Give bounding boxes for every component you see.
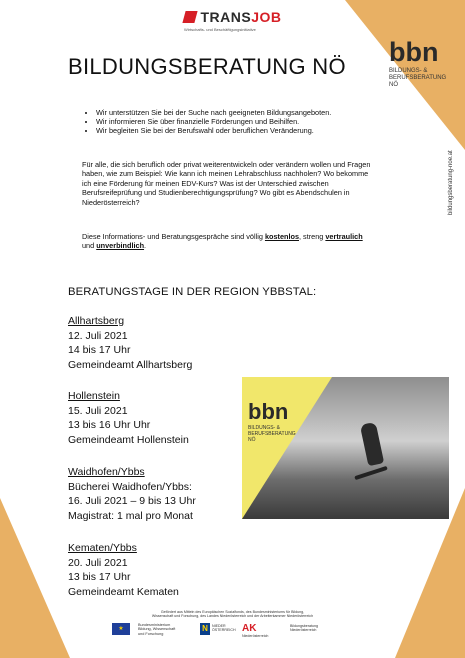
bbn-logo-caption: BILDUNGS- & BERUFSBERATUNG NÖ	[389, 68, 447, 88]
skater-figure	[360, 422, 384, 466]
photo-bbn-logo: bbn BILDUNGS- & BERUFSBERATUNG NÖ	[248, 399, 296, 443]
service-bullet-list	[82, 108, 386, 135]
location-block-kematen	[68, 541, 179, 599]
region-heading: BERATUNGSTAGE IN DER REGION YBBSTAL:	[68, 286, 317, 298]
ministry-logo: Bundesministerium Bildung, Wissenschaft und Forschung	[138, 623, 176, 636]
bbn-logo	[389, 39, 446, 89]
funding-note: Gefördert aus Mitteln des Europäischen Sozialfonds, des Bundesministeriums für Bildung, Wissenschaft und Forschung, des Landes Niederösterreich und der Arbeiterkammer Niederösterreich	[151, 610, 314, 619]
location-date: 12. Juli 2021	[68, 329, 128, 342]
website-url-vertical: bildungsberatung-noe.at	[448, 150, 454, 215]
location-venue: Gemeindeamt Hollenstein	[68, 433, 189, 446]
list-item: • Wir informieren Sie über finanzielle Förderungen und Beihilfen.	[96, 117, 386, 126]
transjob-mark-icon	[182, 11, 197, 23]
location-block-hollenstein	[68, 389, 189, 447]
transjob-logo	[184, 8, 294, 32]
location-time: 13 bis 16 Uhr Uhr	[68, 419, 151, 431]
intro-paragraph: Für alle, die sich beruflich oder privat weiterentwickeln oder verändern wollen und Fragen haben, wie zum Beispiel: Wie kann ich meinen Lehrabschluss nachholen? Wo bekomme ich eine Förderung für meinen EDV-Kurs? Was ist der Unterschied zwischen Berufsreifeprüfung und Studienberechtigungsprüfung? Wo gibt es Abendschulen in Niederösterreich?	[82, 160, 371, 207]
location-date: 16. Juli 2021 – 9 bis 13 Uhr	[68, 495, 196, 507]
kostenlos-emphasis: kostenlos	[264, 232, 299, 241]
ak-logo: AK Niederösterreich	[242, 623, 269, 638]
bildungsberatung-verein-logo: Bildungsberatung Niederösterreich	[290, 624, 318, 632]
list-item: • Wir unterstützen Sie bei der Suche nach geeigneten Bildungsangeboten.	[96, 108, 386, 117]
location-venue: Gemeindeamt Kematen	[68, 585, 179, 598]
bbn-logo-wordmark: bbn	[389, 37, 439, 67]
location-name: Hollenstein	[68, 390, 120, 402]
location-venue: Bücherei Waidhofen/Ybbs:	[68, 480, 192, 493]
location-name: Kematen/Ybbs	[68, 542, 137, 554]
list-item: • Wir begleiten Sie bei der Berufswahl oder beruflichen Veränderung.	[96, 126, 386, 135]
free-confidential-paragraph: Diese Informations- und Beratungsgespräche sind völlig kostenlos, streng vertraulich und unverbindlich.	[82, 232, 363, 251]
transjob-wordmark: TRANSJOB	[200, 8, 282, 25]
location-time: 13 bis 17 Uhr	[68, 571, 131, 583]
unverbindlich-emphasis: unverbindlich	[96, 241, 145, 251]
location-block-allhartsberg	[68, 314, 192, 372]
page-title: BILDUNGSBERATUNG NÖ	[68, 54, 346, 79]
transjob-tagline: Wirtschafts- und Beschäftigungsinitiative	[184, 27, 256, 32]
noe-logo-icon: N	[200, 623, 210, 635]
corner-decoration-bottom-left	[0, 498, 70, 658]
location-venue: Gemeindeamt Allhartsberg	[68, 358, 193, 371]
eu-flag-icon: ★	[112, 623, 130, 635]
location-date: 20. Juli 2021	[68, 556, 128, 569]
skater-photo	[242, 377, 449, 519]
skateboard-figure	[354, 466, 388, 480]
location-name: Allhartsberg	[68, 315, 125, 327]
location-date: 15. Juli 2021	[68, 404, 128, 417]
vertraulich-emphasis: vertraulich	[325, 232, 363, 241]
noe-logo-text: NIEDER ÖSTERREICH	[212, 624, 236, 632]
location-block-waidhofen	[68, 465, 196, 523]
location-note: Magistrat: 1 mal pro Monat	[68, 509, 193, 522]
funder-logos	[112, 623, 362, 637]
location-name: Waidhofen/Ybbs	[68, 466, 145, 478]
location-time: 14 bis 17 Uhr	[68, 344, 131, 356]
